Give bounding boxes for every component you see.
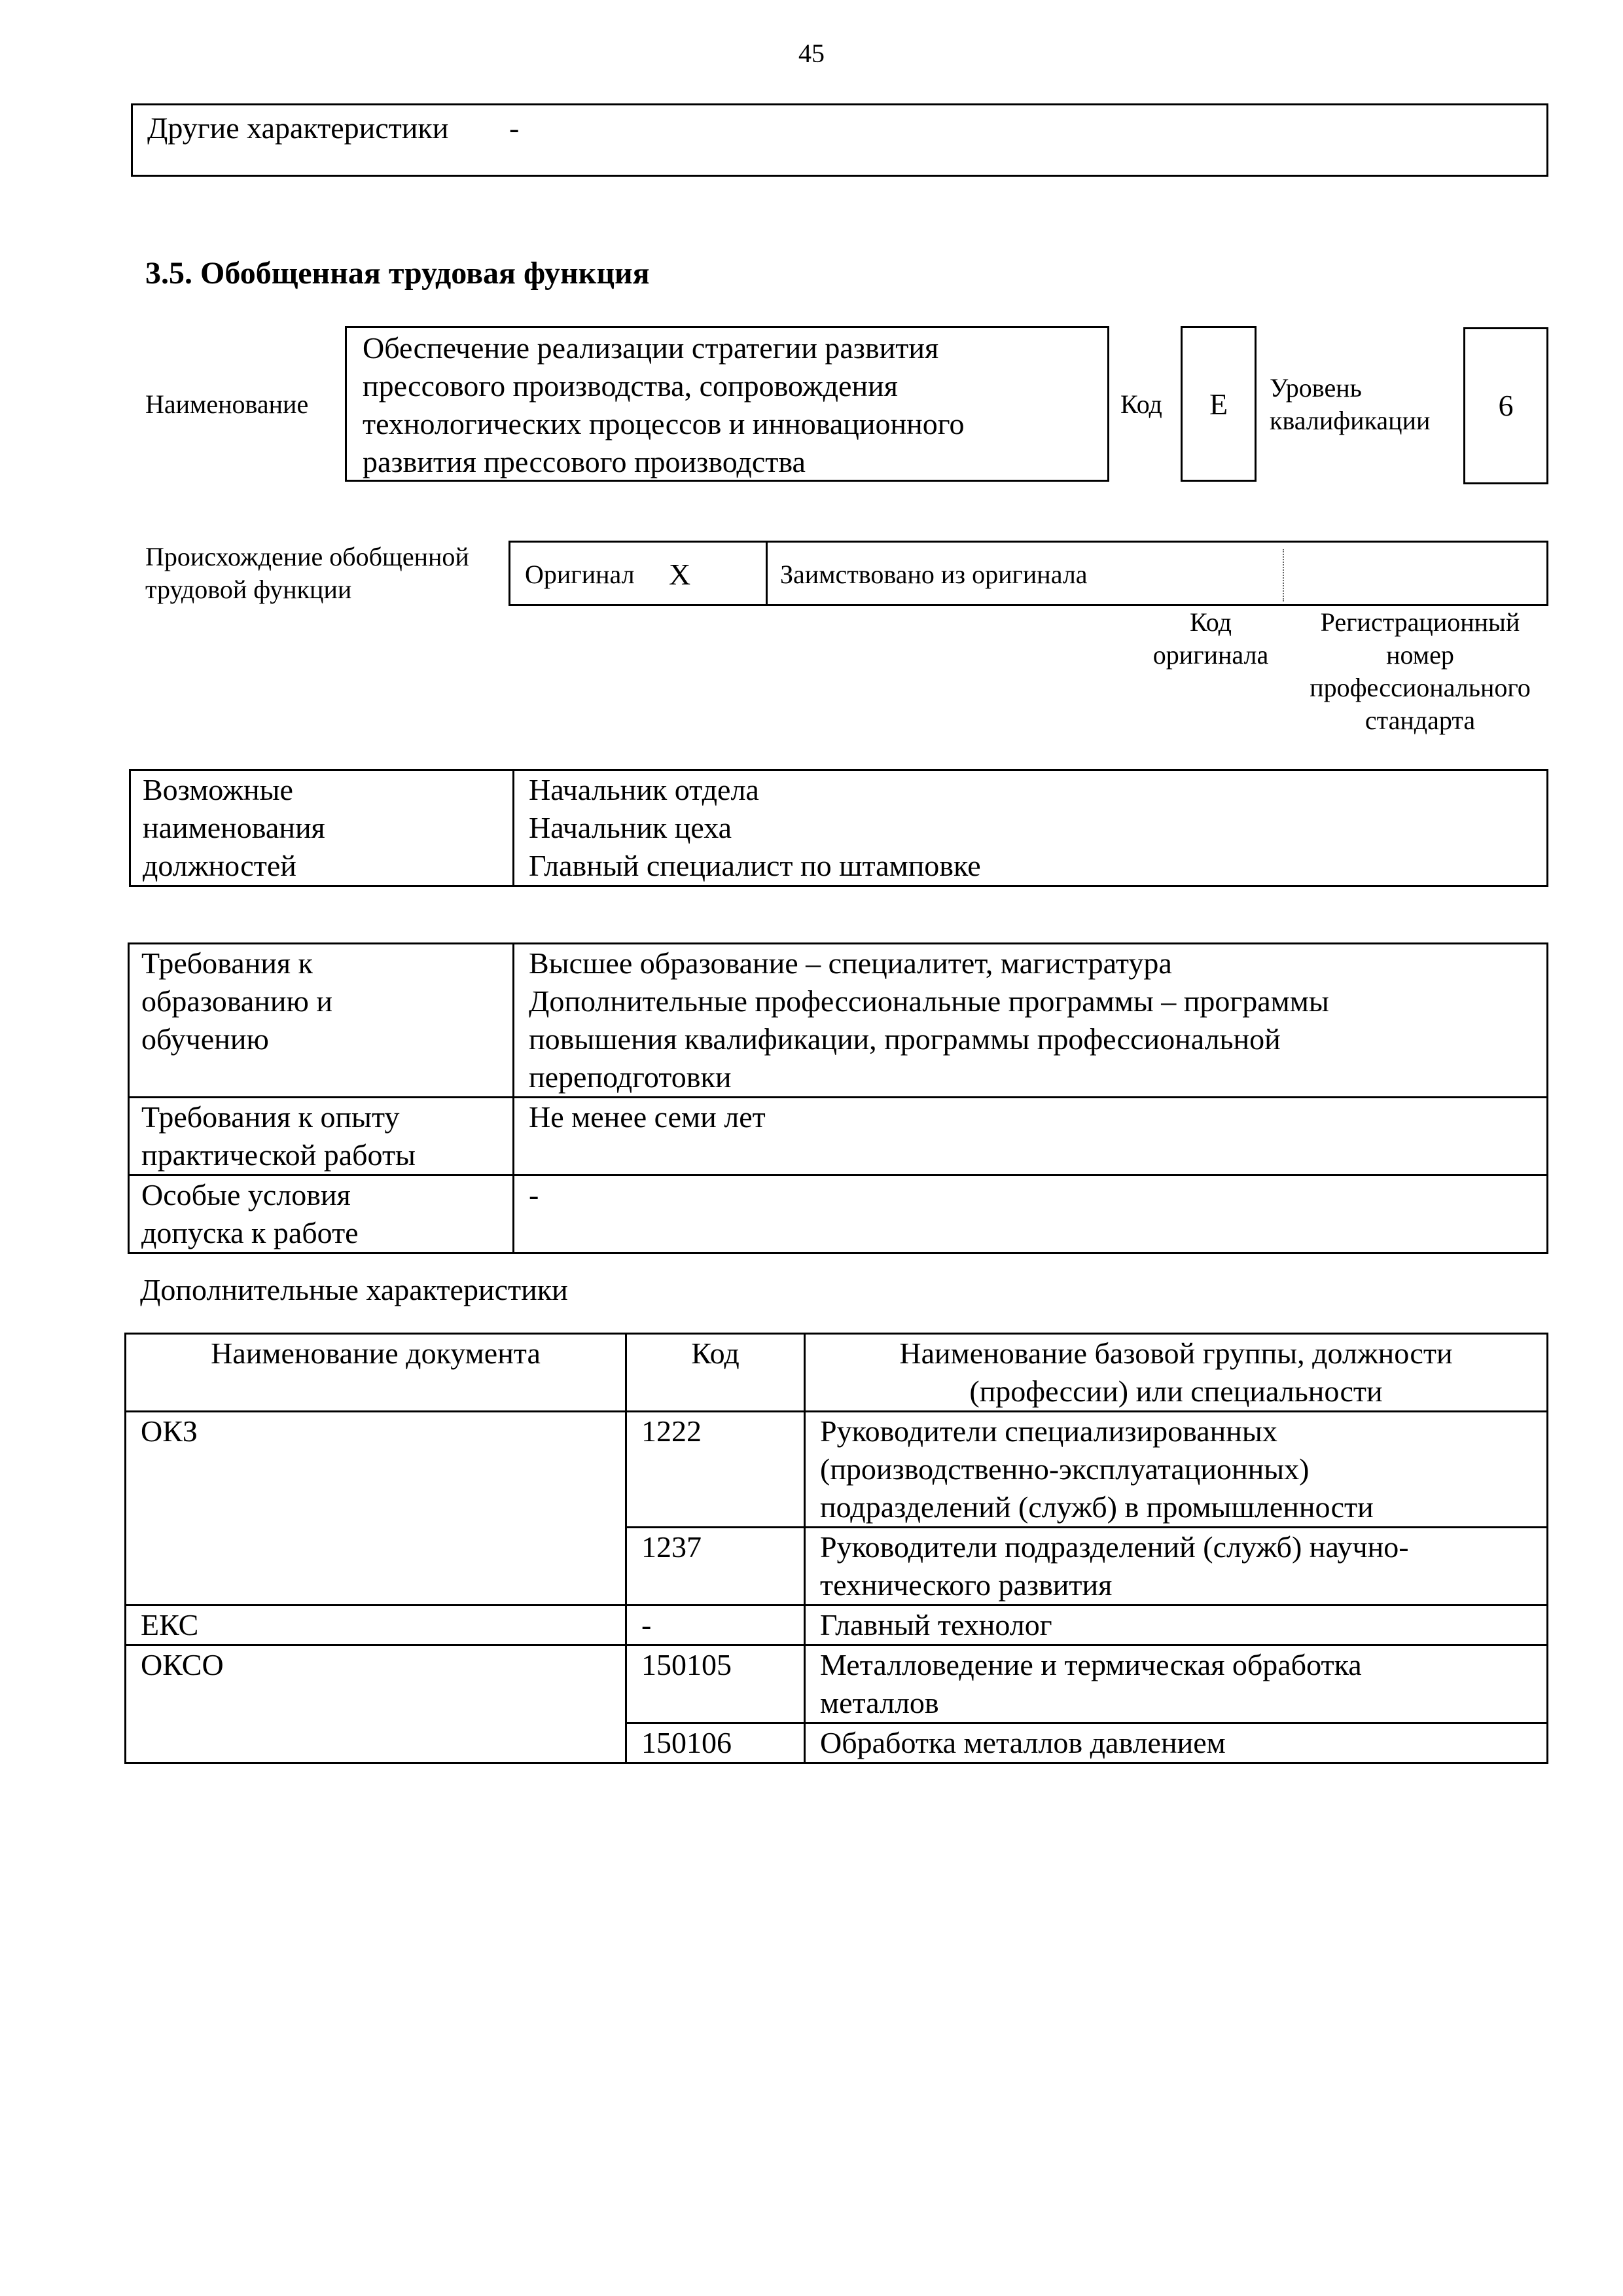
origin-box — [508, 541, 1548, 606]
education-label: Требования к образованию и обучению — [129, 944, 514, 1098]
position-item: Начальник отдела — [529, 773, 759, 806]
name-line: прессового производства, сопровождения — [363, 369, 898, 403]
education-value: Высшее образование – специалитет, магистратура Дополнительные профессиональные программы – программы повышения квалификации, программы профессиональной переподготовки — [514, 944, 1548, 1098]
level-label: Уровень квалификации — [1270, 373, 1431, 435]
name-line: Обеспечение реализации стратегии развития — [363, 331, 939, 365]
okso-doc: ОКСО — [126, 1645, 626, 1763]
eks-code: - — [626, 1605, 805, 1645]
requirements-table — [128, 942, 1548, 1254]
positions-list — [514, 770, 1548, 886]
borrowed-label: Заимствовано из оригинала — [780, 560, 1088, 589]
other-characteristics-box — [131, 103, 1548, 177]
name-line: развития прессового производства — [363, 445, 806, 478]
okz-doc: ОКЗ — [126, 1412, 626, 1605]
experience-value: Не менее семи лет — [514, 1098, 1548, 1175]
okz-name-1: Руководители специализированных (производственно-эксплуатационных) подразделений (служб) в промышленности — [805, 1412, 1548, 1528]
eks-name: Главный технолог — [805, 1605, 1548, 1645]
name-box — [345, 326, 1109, 482]
header-name: Наименование базовой группы, должности (профессии) или специальности — [805, 1334, 1548, 1412]
okz-code-1: 1222 — [626, 1412, 805, 1528]
origin-label: Происхождение обобщенной трудовой функции — [145, 542, 469, 604]
header-doc: Наименование документа — [126, 1334, 626, 1412]
okso-code-1: 150105 — [626, 1645, 805, 1723]
okso-name-2: Обработка металлов давлением — [805, 1723, 1548, 1763]
okz-name-2: Руководители подразделений (служб) научно- технического развития — [805, 1528, 1548, 1605]
position-item: Главный специалист по штамповке — [529, 849, 981, 882]
okz-code-2: 1237 — [626, 1528, 805, 1605]
additional-title: Дополнительные характеристики — [140, 1273, 568, 1306]
other-characteristics-label: Другие характеристики — [147, 111, 449, 145]
code-value: E — [1209, 387, 1228, 421]
experience-label: Требования к опыту практической работы — [129, 1098, 514, 1175]
other-characteristics-value: - — [509, 111, 520, 145]
eks-doc: ЕКС — [126, 1605, 626, 1645]
header-code: Код — [626, 1334, 805, 1412]
page-number: 45 — [798, 39, 825, 68]
position-item: Начальник цеха — [529, 811, 732, 844]
conditions-value: - — [514, 1175, 1548, 1253]
positions-label: Возможные наименования должностей — [130, 770, 514, 886]
code-box — [1181, 326, 1257, 482]
conditions-label: Особые условия допуска к работе — [129, 1175, 514, 1253]
level-box — [1463, 327, 1548, 484]
positions-table — [129, 769, 1548, 887]
original-label: Оригинал — [525, 560, 635, 589]
code-original-caption: Код оригинала — [1152, 607, 1269, 670]
okso-code-2: 150106 — [626, 1723, 805, 1763]
reg-number-caption: Регистрационный номер профессионального стандарта — [1310, 607, 1531, 735]
original-mark: X — [669, 558, 691, 591]
code-label: Код — [1120, 389, 1162, 419]
section-title: 3.5. Обобщенная трудовая функция — [145, 256, 650, 291]
additional-table — [124, 1333, 1548, 1764]
origin-divider — [766, 543, 768, 604]
origin-divider-dotted — [1283, 549, 1284, 601]
name-line: технологических процессов и инновационного — [363, 407, 965, 440]
okso-name-1: Металловедение и термическая обработка металлов — [805, 1645, 1548, 1723]
level-value: 6 — [1498, 389, 1514, 422]
name-label: Наименование — [145, 389, 309, 419]
